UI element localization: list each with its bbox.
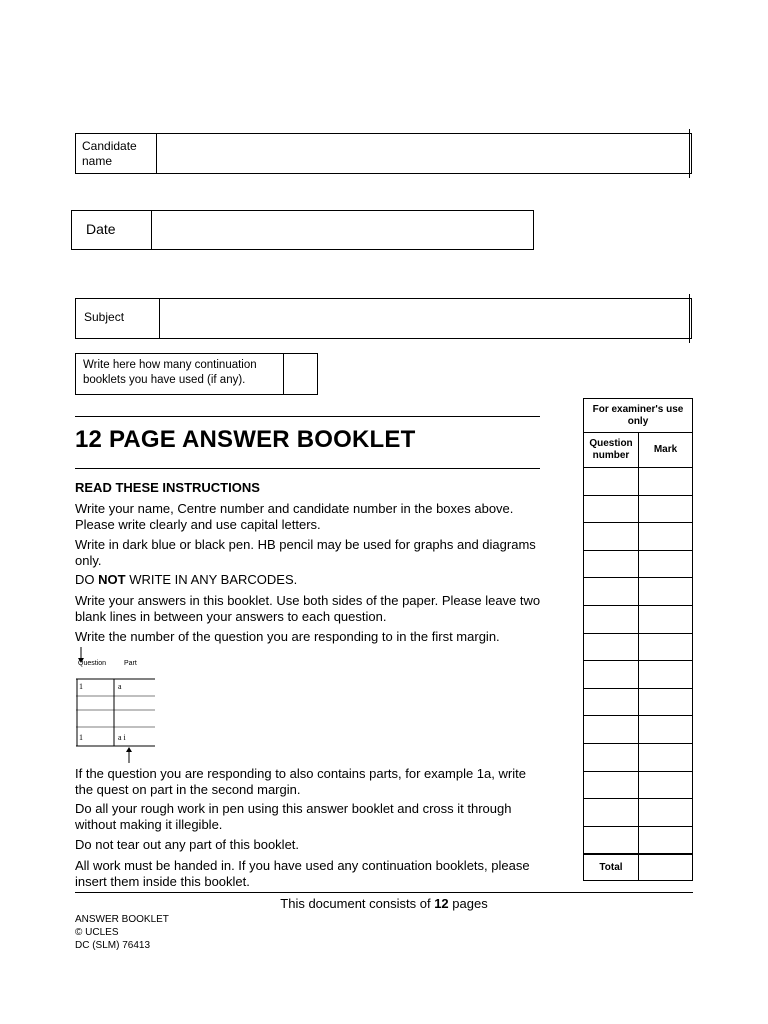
examiner-row [584, 743, 693, 771]
page-title: 12 PAGE ANSWER BOOKLET [75, 426, 416, 453]
bottom-rule [75, 892, 693, 893]
question-cell[interactable] [584, 550, 639, 578]
diagram-row4-part: a i [118, 733, 126, 742]
candidate-edge-mark [689, 129, 690, 178]
pages-note [0, 896, 768, 911]
diagram-row4-question: 1 [79, 733, 83, 742]
question-cell[interactable] [584, 468, 639, 496]
title-rule-bottom [75, 468, 540, 469]
examiner-header: For examiner's use only [584, 399, 693, 433]
question-cell[interactable] [584, 578, 639, 606]
diagram-part-label: Part [124, 660, 137, 667]
question-cell[interactable] [584, 771, 639, 799]
subject-edge-mark [689, 294, 690, 343]
question-cell[interactable] [584, 605, 639, 633]
date-divider [151, 210, 152, 250]
examiner-row [584, 605, 693, 633]
candidate-divider [156, 133, 157, 174]
examiner-row [584, 661, 693, 689]
examiner-row [584, 771, 693, 799]
question-cell[interactable] [584, 495, 639, 523]
mark-cell[interactable] [639, 468, 693, 496]
question-cell[interactable] [584, 716, 639, 744]
mark-cell[interactable] [639, 523, 693, 551]
subject-field[interactable] [161, 300, 686, 337]
examiner-table [583, 398, 693, 881]
mark-cell[interactable] [639, 799, 693, 827]
footer-line-1: ANSWER BOOKLET [75, 914, 169, 925]
subject-label: Subject [84, 310, 125, 324]
mark-cell[interactable] [639, 743, 693, 771]
pages-note-post: pages [448, 896, 488, 911]
continuation-count-field[interactable] [285, 355, 316, 393]
candidate-name-field[interactable] [158, 135, 686, 172]
question-cell[interactable] [584, 743, 639, 771]
instruction-7: Do all your rough work in pen using this answer booklet and cross it through without making it illegible. [75, 801, 512, 832]
mark-cell[interactable] [639, 550, 693, 578]
pages-note-pre: This document consists of [280, 896, 435, 911]
continuation-divider [283, 353, 284, 395]
examiner-row [584, 799, 693, 827]
mark-cell[interactable] [639, 688, 693, 716]
mark-cell[interactable] [639, 716, 693, 744]
date-field[interactable] [153, 212, 531, 248]
diagram-row1-part: a [118, 682, 122, 691]
mark-cell[interactable] [639, 578, 693, 606]
mark-cell[interactable] [639, 826, 693, 854]
question-cell[interactable] [584, 688, 639, 716]
part-arrowhead [126, 747, 132, 752]
question-cell[interactable] [584, 523, 639, 551]
examiner-row [584, 633, 693, 661]
pages-note-count: 12 [434, 896, 449, 911]
instruction-5: Write the number of the question you are responding to in the first margin. [75, 629, 500, 644]
instruction-2: Write in dark blue or black pen. HB pencil may be used for graphs and diagrams only. [75, 537, 536, 568]
total-label: Total [584, 854, 639, 881]
footer-line-2: © UCLES [75, 927, 119, 938]
mark-cell[interactable] [639, 661, 693, 689]
examiner-row [584, 523, 693, 551]
instruction-9: All work must be handed in. If you have used any continuation booklets, please insert them inside this booklet. [75, 858, 530, 889]
examiner-row [584, 578, 693, 606]
diagram-row1-question: 1 [79, 682, 83, 691]
instruction-4: Write your answers in this booklet. Use both sides of the paper. Please leave two blank lines in between your answers to each question. [75, 593, 541, 624]
question-cell[interactable] [584, 826, 639, 854]
mark-header: Mark [639, 433, 693, 468]
question-cell[interactable] [584, 799, 639, 827]
question-cell[interactable] [584, 661, 639, 689]
examiner-row [584, 688, 693, 716]
instruction-3 [75, 572, 545, 588]
mark-cell[interactable] [639, 495, 693, 523]
examiner-row [584, 495, 693, 523]
question-cell[interactable] [584, 633, 639, 661]
title-rule-top [75, 416, 540, 417]
diagram-question-label: Question [78, 660, 107, 667]
examiner-row [584, 716, 693, 744]
instruction-3-post: WRITE IN ANY BARCODES. [125, 572, 298, 587]
mark-cell[interactable] [639, 633, 693, 661]
subject-divider [159, 298, 160, 339]
mark-cell[interactable] [639, 771, 693, 799]
footer-line-3: DC (SLM) 76413 [75, 940, 151, 951]
candidate-name-label: Candidate name [82, 139, 137, 168]
examiner-row [584, 468, 693, 496]
total-mark-cell[interactable] [639, 854, 693, 881]
examiner-row [584, 826, 693, 854]
instructions-heading: READ THESE INSTRUCTIONS [75, 480, 260, 495]
mark-cell[interactable] [639, 605, 693, 633]
date-label: Date [86, 221, 116, 237]
instruction-8: Do not tear out any part of this booklet. [75, 837, 300, 852]
continuation-label: Write here how many continuation booklets you have used (if any). [83, 359, 257, 386]
instruction-3-pre: DO [75, 572, 99, 587]
instruction-1: Write your name, Centre number and candidate number in the boxes above. Please write clearly and use capital letters. [75, 501, 514, 532]
examiner-row [584, 550, 693, 578]
instruction-6: If the question you are responding to also contains parts, for example 1a, write the quest on part in the second margin. [75, 766, 526, 797]
instruction-3-bold: NOT [98, 572, 126, 587]
question-number-header: Question number [584, 433, 639, 468]
